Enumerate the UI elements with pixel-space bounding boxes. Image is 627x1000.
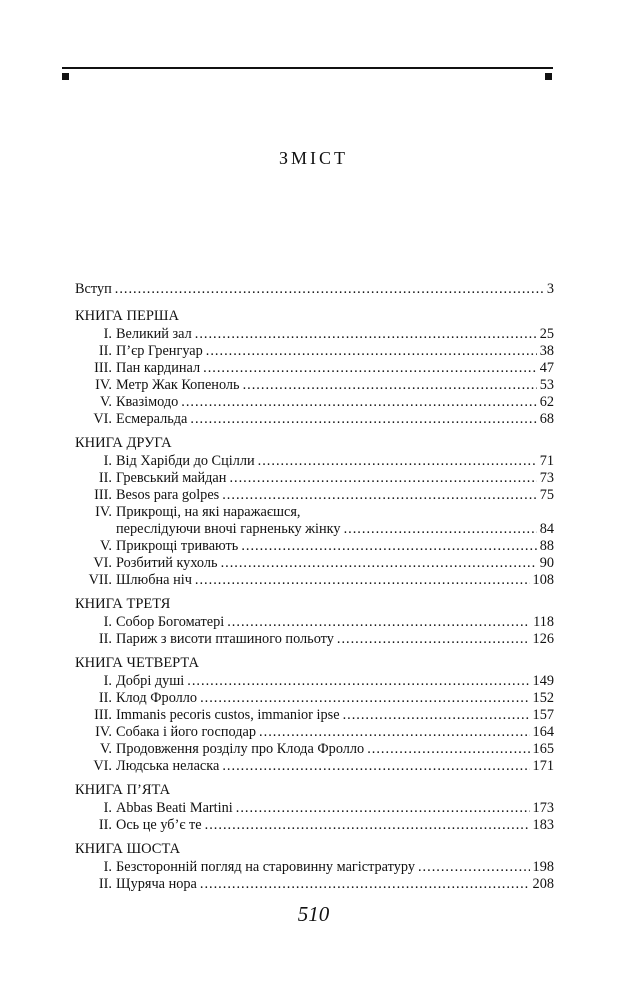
- dot-leader: [203, 360, 537, 377]
- chapter-title: Есмеральда: [116, 411, 188, 427]
- dot-leader: [259, 724, 530, 741]
- dot-leader: [367, 741, 529, 758]
- chapter-page: 68: [539, 411, 554, 427]
- chapter-page: 208: [532, 876, 554, 892]
- book-heading: КНИГА П’ЯТА: [75, 782, 171, 798]
- chapter-title: Добрі душі: [116, 673, 185, 689]
- toc-entry[interactable]: [75, 758, 554, 775]
- book-heading: КНИГА ТРЕТЯ: [75, 596, 171, 612]
- chapter-number: IV.: [95, 377, 112, 393]
- chapter-number: IV.: [95, 724, 112, 740]
- chapter-title: Людська неласка: [116, 758, 220, 774]
- toc-entry[interactable]: [75, 817, 554, 834]
- toc-entry-page: 3: [546, 281, 554, 297]
- chapter-number: I.: [103, 800, 112, 816]
- chapter-title: Безсторонній погляд на старовинну магістратуру: [116, 859, 415, 875]
- toc-entry[interactable]: [75, 741, 554, 758]
- header-rule: [62, 67, 553, 69]
- chapter-page: 75: [539, 487, 554, 503]
- chapter-number: III.: [94, 487, 112, 503]
- chapter-title: Клод Фролло: [116, 690, 198, 706]
- chapter-title: Besos para golpes: [116, 487, 220, 503]
- dot-leader: [337, 631, 530, 648]
- toc-entry[interactable]: [75, 614, 554, 631]
- chapter-page: 183: [532, 817, 554, 833]
- chapter-number: VI.: [93, 555, 112, 571]
- toc-entry[interactable]: [75, 673, 554, 690]
- dot-leader: [195, 572, 530, 589]
- corner-square-right: [545, 73, 552, 80]
- book-heading: КНИГА ДРУГА: [75, 435, 172, 451]
- toc-entry-continuation[interactable]: [75, 521, 554, 538]
- chapter-page: 157: [532, 707, 554, 723]
- dot-leader: [222, 758, 529, 775]
- chapter-number: VII.: [88, 572, 112, 588]
- chapter-title: Пан кардинал: [116, 360, 201, 376]
- dot-leader: [115, 281, 544, 298]
- chapter-number: VI.: [93, 758, 112, 774]
- chapter-title: Прикрощі тривають: [116, 538, 239, 554]
- dot-leader: [206, 343, 537, 360]
- toc-entry[interactable]: [75, 453, 554, 470]
- table-of-contents: [75, 281, 554, 893]
- chapter-number: V.: [99, 394, 112, 410]
- book-heading: КНИГА ЧЕТВЕРТА: [75, 655, 200, 671]
- dot-leader: [418, 859, 530, 876]
- chapter-title: Гревський майдан: [116, 470, 227, 486]
- page-number: 510: [297, 902, 330, 926]
- chapter-title: Від Харібди до Сцілли: [116, 453, 255, 469]
- toc-entry[interactable]: [75, 538, 554, 555]
- chapter-page: 152: [532, 690, 554, 706]
- chapter-title-continuation: переслідуючи вночі гарненьку жінку: [116, 521, 341, 537]
- dot-leader: [200, 690, 529, 707]
- chapter-title: Immanis pecoris custos, immanior ipse: [116, 707, 340, 723]
- chapter-number: IV.: [95, 504, 112, 520]
- dot-leader: [195, 326, 537, 343]
- chapter-number: I.: [103, 326, 112, 342]
- toc-entry[interactable]: [75, 859, 554, 876]
- chapter-number: I.: [103, 673, 112, 689]
- chapter-title: П’єр Гренгуар: [116, 343, 203, 359]
- dot-leader: [236, 800, 530, 817]
- dot-leader: [190, 411, 536, 428]
- dot-leader: [205, 817, 530, 834]
- chapter-number: VI.: [93, 411, 112, 427]
- dot-leader: [221, 555, 537, 572]
- dot-leader: [243, 377, 537, 394]
- chapter-page: 171: [532, 758, 554, 774]
- toc-entry[interactable]: [75, 411, 554, 428]
- chapter-number: III.: [94, 360, 112, 376]
- chapter-page: 47: [539, 360, 554, 376]
- toc-entry-title: Вступ: [75, 281, 112, 297]
- chapter-number: V.: [99, 538, 112, 554]
- toc-entry[interactable]: [75, 800, 554, 817]
- chapter-page: 73: [539, 470, 554, 486]
- chapter-page: 53: [539, 377, 554, 393]
- toc-entry[interactable]: [75, 326, 554, 343]
- toc-books: [75, 307, 554, 893]
- dot-leader: [258, 453, 537, 470]
- corner-square-left: [62, 73, 69, 80]
- chapter-page: 88: [539, 538, 554, 554]
- chapter-page: 25: [539, 326, 554, 342]
- toc-entry[interactable]: [75, 470, 554, 487]
- chapter-number: II.: [98, 343, 112, 359]
- chapter-number: II.: [98, 690, 112, 706]
- toc-entry[interactable]: [75, 555, 554, 572]
- chapter-number: II.: [98, 631, 112, 647]
- chapter-page: 173: [532, 800, 554, 816]
- chapter-page: 108: [532, 572, 554, 588]
- toc-entry[interactable]: [75, 360, 554, 377]
- toc-entry[interactable]: [75, 504, 554, 521]
- toc-entry[interactable]: [75, 572, 554, 589]
- dot-leader: [187, 673, 529, 690]
- chapter-title: Собор Богоматері: [116, 614, 225, 630]
- chapter-number: I.: [103, 453, 112, 469]
- dot-leader: [343, 707, 530, 724]
- chapter-title: Розбитий кухоль: [116, 555, 218, 571]
- chapter-title: Прикрощі, на які наражаєшся,: [116, 504, 301, 520]
- toc-entry[interactable]: [75, 876, 554, 893]
- book-heading: КНИГА ПЕРША: [75, 308, 180, 324]
- dot-leader: [241, 538, 536, 555]
- chapter-title: Метр Жак Копеноль: [116, 377, 240, 393]
- chapter-page: 38: [539, 343, 554, 359]
- chapter-number: III.: [94, 707, 112, 723]
- dot-leader: [344, 521, 537, 538]
- chapter-page: 118: [533, 614, 554, 630]
- page-title: ЗМІСТ: [278, 148, 349, 168]
- chapter-number: I.: [103, 859, 112, 875]
- chapter-page: 84: [539, 521, 554, 537]
- dot-leader: [222, 487, 536, 504]
- chapter-page: 71: [539, 453, 554, 469]
- toc-entry[interactable]: [75, 377, 554, 394]
- chapter-page: 149: [532, 673, 554, 689]
- dot-leader: [227, 614, 530, 631]
- toc-entry[interactable]: [75, 394, 554, 411]
- toc-entry[interactable]: [75, 707, 554, 724]
- toc-entry[interactable]: [75, 487, 554, 504]
- chapter-page: 62: [539, 394, 554, 410]
- chapter-title: Продовження розділу про Клода Фролло: [116, 741, 365, 757]
- toc-entry[interactable]: [75, 343, 554, 360]
- chapter-title: Abbas Beati Martini: [116, 800, 233, 816]
- chapter-title: Великий зал: [116, 326, 192, 342]
- chapter-number: II.: [98, 817, 112, 833]
- chapter-page: 165: [532, 741, 554, 757]
- chapter-page: 126: [532, 631, 554, 647]
- book-heading: КНИГА ШОСТА: [75, 841, 181, 857]
- chapter-number: II.: [98, 470, 112, 486]
- chapter-title: Щуряча нора: [116, 876, 197, 892]
- chapter-page: 90: [539, 555, 554, 571]
- chapter-title: Квазімодо: [116, 394, 179, 410]
- chapter-title: Париж з висоти пташиного польоту: [116, 631, 334, 647]
- chapter-title: Собака і його господар: [116, 724, 257, 740]
- toc-entry[interactable]: [75, 690, 554, 707]
- chapter-title: Ось це уб’є те: [116, 817, 202, 833]
- chapter-number: V.: [99, 741, 112, 757]
- dot-leader: [181, 394, 536, 411]
- toc-entry[interactable]: [75, 724, 554, 741]
- dot-leader: [229, 470, 536, 487]
- chapter-number: I.: [103, 614, 112, 630]
- dot-leader: [200, 876, 530, 893]
- toc-intro[interactable]: [75, 281, 554, 298]
- chapter-page: 164: [532, 724, 554, 740]
- chapter-title: Шлюбна ніч: [116, 572, 192, 588]
- chapter-page: 198: [532, 859, 554, 875]
- toc-entry[interactable]: [75, 631, 554, 648]
- chapter-number: II.: [98, 876, 112, 892]
